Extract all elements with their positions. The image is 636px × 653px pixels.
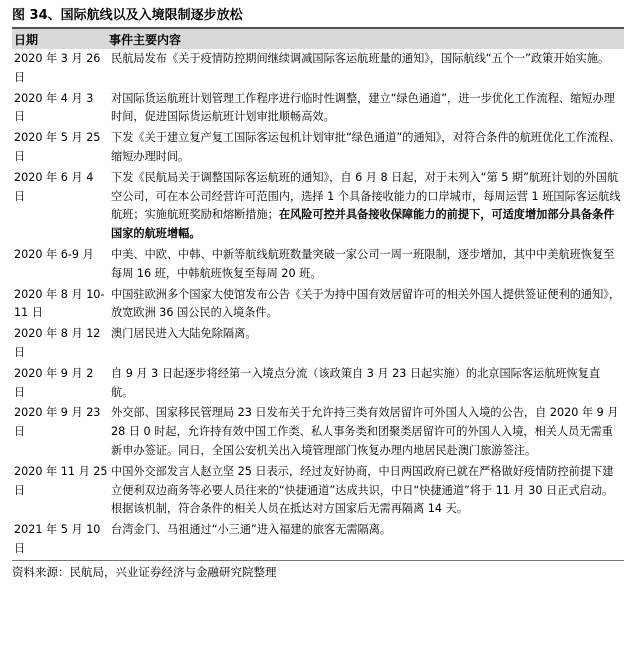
row-event: 中国外交部发言人赵立坚 25 日表示，经过友好协商，中日两国政府已就在严格做好疫情防控前提下建立便利双边商务等必要人员往来的“快捷通道”达成共识，中日“快捷通道”将于 11 月 30 日正式启动。根据该机制，符合条件的相关人员在抵达对方国家后无需再隔离 14 天。 <box>111 464 614 516</box>
row-date: 2020 年 11 月 25 日 <box>14 464 108 497</box>
table-row <box>12 89 624 129</box>
table-row <box>12 285 624 325</box>
row-date: 2020 年 9 月 23 日 <box>14 406 101 439</box>
row-date: 2020 年 8 月 12 日 <box>14 327 101 359</box>
row-date: 2020 年 6 月 4 日 <box>14 170 94 203</box>
row-date: 2020 年 8 月 10-11 日 <box>14 287 105 320</box>
figure-title: 图 34、国际航线以及入境限制逐步放松 <box>12 8 243 23</box>
table-row <box>12 168 624 245</box>
row-event <box>110 168 624 245</box>
table-row <box>12 403 624 461</box>
table-row <box>12 520 624 560</box>
table-row <box>12 324 624 364</box>
row-event: 外交部、国家移民管理局 23 日发布关于允许持三类有效居留许可外国人入境的公告，自 2020 年 9 月 28 日 0 时起，允许持有效中国工作类、私人事务类和团聚类居留许可的外国人入境，相关人员无需重新申办签证。同日，全国公安机关出入境管理部门恢复办理内地居民赴澳门旅游签注。 <box>111 406 619 457</box>
row-event: 自 9 月 3 日起逐步将经第一入境点分流（该政策自 3 月 23 日起实施）的北京国际客运航班恢复直航。 <box>111 366 601 399</box>
date-column-header: 日期 <box>14 32 39 47</box>
row-date: 2020 年 9 月 2 日 <box>14 366 94 399</box>
row-date: 2020 年 5 月 25 日 <box>14 131 101 163</box>
row-event: 中美、中欧、中韩、中新等航线航班数量突破一家公司一周一班限制，逐步增加，其中中美航班恢复至每周 16 班，中韩航班恢复至每周 20 班。 <box>111 247 615 280</box>
table-row <box>12 462 624 520</box>
row-event: 民航局发布《关于疫情防控期间继续调减国际客运航班量的通知》，国际航线“五个一”政策开始实施。 <box>111 52 610 65</box>
row-event: 下发《关于建立复产复工国际客运包机计划审批“绿色通道”的通知》，对符合条件的航班优化工作流程、缩短办理时间。 <box>111 131 621 163</box>
event-column-header: 事件主要内容 <box>109 32 182 47</box>
row-event-text: 下发《民航局关于调整国际客运航班的通知》，自 6 月 8 日起，对于未列入“第 5 期”航班计划的外国航空公司，可在本公司经营许可范围内，选择 1 个具备接收能力的口岸城市，每周运营 1 班国际客运航线航班；实施航班奖励和熔断措施； <box>111 170 621 222</box>
row-event: 台湾金门、马祖通过“小三通”进入福建的旅客无需隔离。 <box>111 523 392 537</box>
row-event: 中国驻欧洲多个国家大使馆发布公告《关于为持中国有效居留许可的相关外国人提供签证便利的通知》，放宽欧洲 36 国公民的入境条件。 <box>111 287 621 320</box>
table-header <box>12 29 624 49</box>
row-event: 对国际货运航班计划管理工作程序进行临时性调整，建立“绿色通道”，进一步优化工作流程、缩短办理时间，促进国际货运航班计划审批顺畅高效。 <box>111 91 615 124</box>
row-date: 2020 年 4 月 3 日 <box>14 91 94 124</box>
row-event: 澳门居民进入大陆免除隔离。 <box>111 327 257 341</box>
row-event-bold-text: 在风险可控并具备接收保障能力的前提下，可适度增加部分具备条件国家的航班增幅。 <box>111 208 615 241</box>
row-date: 2020 年 3 月 26 日 <box>14 52 101 84</box>
row-date: 2020 年 6-9 月 <box>14 247 94 261</box>
table-row <box>12 364 624 404</box>
row-date: 2021 年 5 月 10 日 <box>14 523 101 555</box>
bottom-rule <box>12 560 624 561</box>
table-row <box>12 245 624 285</box>
table-row <box>12 49 624 89</box>
source-note: 资料来源：民航局，兴业证券经济与金融研究院整理 <box>12 564 277 579</box>
events-table <box>12 49 624 560</box>
table-row <box>12 128 624 168</box>
